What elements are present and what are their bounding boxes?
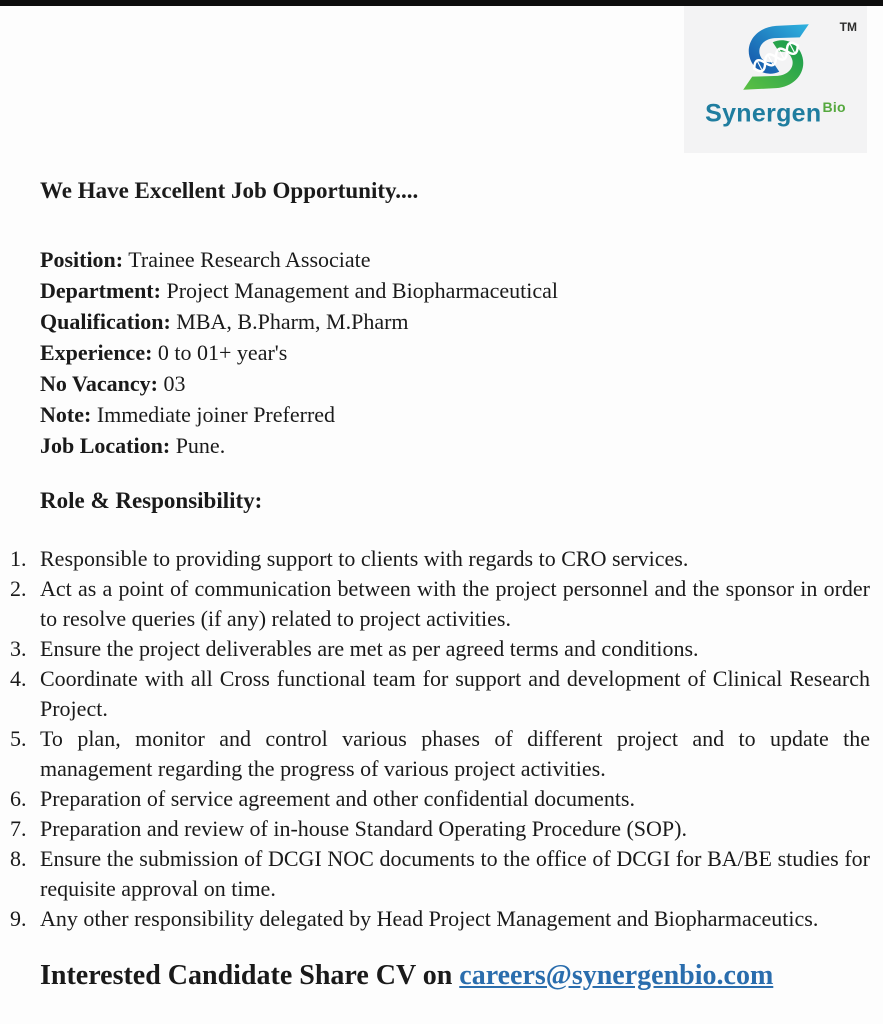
list-item [10,814,870,844]
detail-label: Job Location: [40,433,171,458]
job-details [40,244,870,461]
company-logo [684,6,867,153]
list-number: 4. [10,666,27,691]
detail-label: Position: [40,247,124,272]
list-item [10,904,870,934]
list-item [10,664,870,724]
list-item [10,634,870,664]
brand-text: Synergen [705,99,822,128]
page-title: We Have Excellent Job Opportunity.... [40,178,419,203]
detail-value: Pune. [170,433,226,458]
list-number: 9. [10,906,27,931]
list-item [10,544,870,574]
detail-value: Immediate joiner Preferred [91,402,336,427]
list-text: Ensure the project deliverables are met as per agreed terms and conditions. [40,636,699,661]
detail-label: No Vacancy: [40,371,158,396]
detail-row-experience [40,337,870,368]
list-number: 5. [10,726,27,751]
list-number: 3. [10,636,27,661]
detail-label: Department: [40,278,161,303]
detail-value: 03 [157,371,186,396]
trademark-symbol: TM [839,20,857,34]
email-link[interactable]: careers@synergenbio.com [459,960,774,991]
section-title: Role & Responsibility: [40,488,263,513]
list-text: Ensure the submission of DCGI NOC documents to the office of DCGI for BA/BE studies for requisite approval on time. [40,846,870,901]
synergen-dna-logo-icon [724,16,828,98]
detail-value: 0 to 01+ year's [152,340,288,365]
responsibilities-list [10,544,870,934]
detail-row-position [40,244,870,275]
brand-suffix: Bio [822,99,846,115]
detail-value: MBA, B.Pharm, M.Pharm [170,309,409,334]
list-text: Preparation and review of in-house Standard Operating Procedure (SOP). [40,816,687,841]
list-number: 8. [10,846,27,871]
list-number: 2. [10,576,27,601]
detail-label: Note: [40,402,92,427]
list-text: To plan, monitor and control various phases of different project and to update the management regarding the progress of various project activities. [40,726,870,781]
detail-row-note [40,399,870,430]
detail-row-location [40,430,870,461]
footer-cta [40,960,870,992]
list-number: 1. [10,546,27,571]
cta-text: Interested Candidate Share CV on [40,960,460,991]
brand-name [684,94,867,126]
detail-row-department [40,275,870,306]
list-text: Coordinate with all Cross functional team for support and development of Clinical Research Project. [40,666,870,721]
list-number: 7. [10,816,27,841]
list-item [10,574,870,634]
detail-row-vacancy [40,368,870,399]
detail-label: Experience: [40,340,153,365]
detail-row-qualification [40,306,870,337]
detail-value: Project Management and Biopharmaceutical [160,278,559,303]
list-number: 6. [10,786,27,811]
detail-value: Trainee Research Associate [123,247,371,272]
list-item [10,784,870,814]
list-text: Responsible to providing support to clients with regards to CRO services. [40,546,689,571]
list-text: Preparation of service agreement and other confidential documents. [40,786,635,811]
list-item [10,844,870,904]
list-text: Act as a point of communication between with the project personnel and the sponsor in order to resolve queries (if any) related to project activities. [40,576,870,631]
list-text: Any other responsibility delegated by Head Project Management and Biopharmaceutics. [40,906,819,931]
detail-label: Qualification: [40,309,171,334]
list-item [10,724,870,784]
